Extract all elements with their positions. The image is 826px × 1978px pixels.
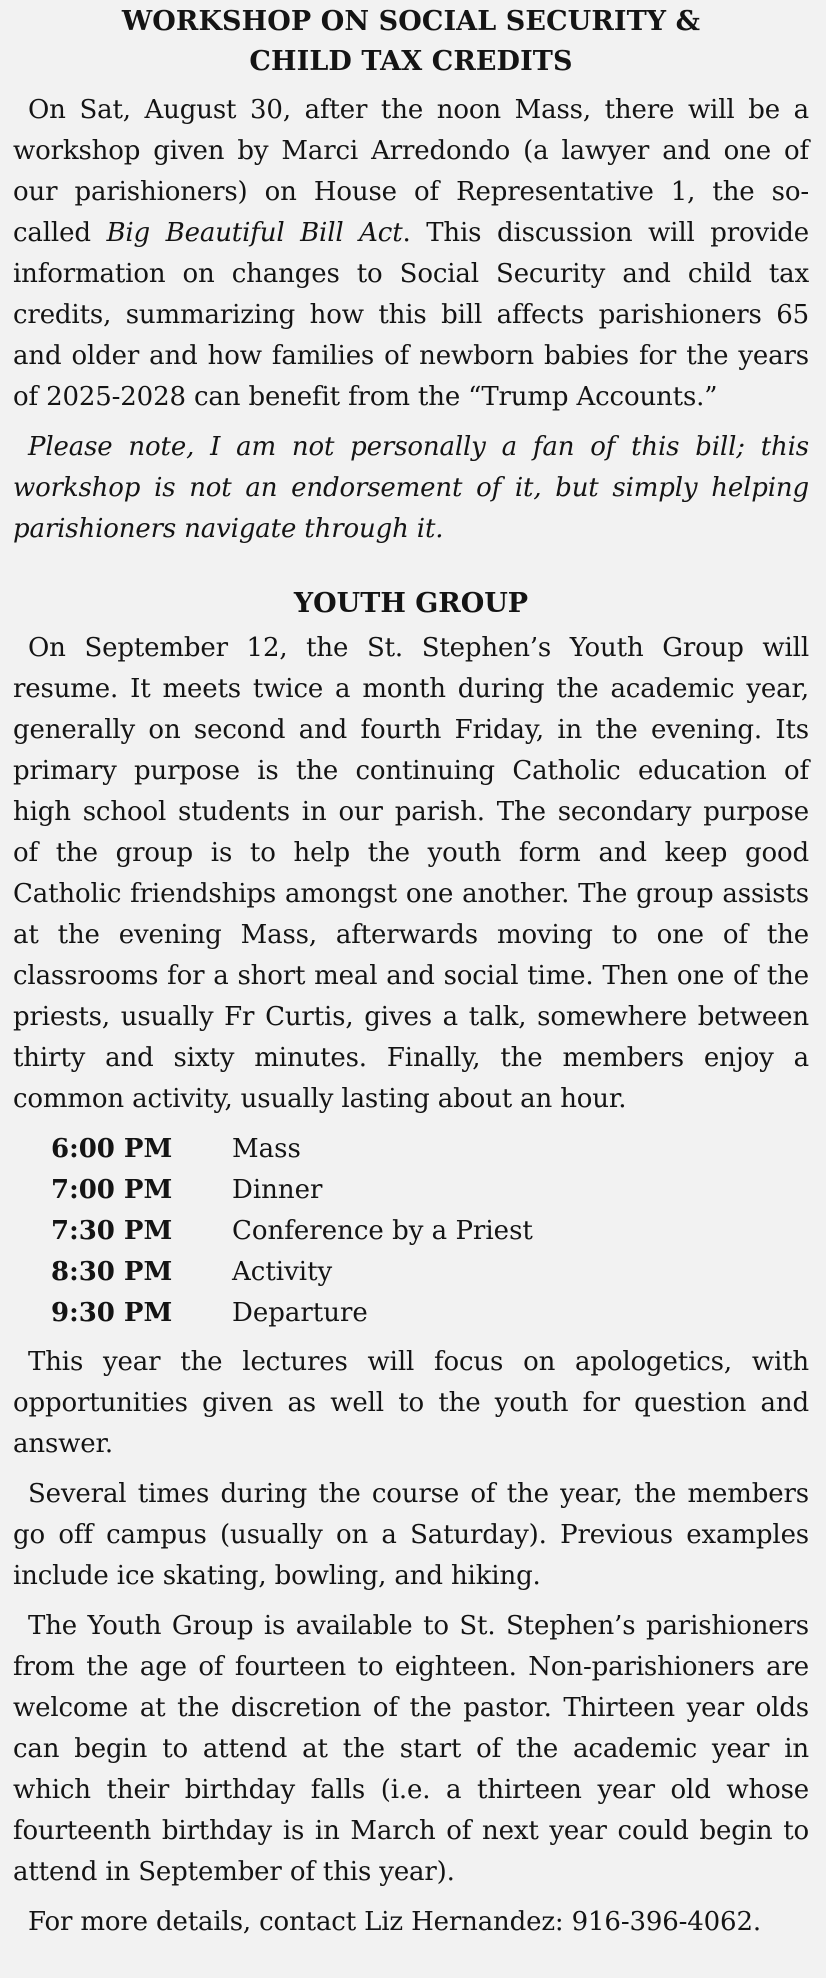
youth-outings-paragraph: Several times during the course of the year, the members go off campus (usually on a Saturday). Previous examples include ice skating, bowling, and hiking. xyxy=(13,1479,809,1591)
schedule-row xyxy=(13,1170,809,1211)
schedule-activity: Mass xyxy=(232,1134,301,1164)
youth-group-intro: On September 12, the St. Stephen’s Youth Group will resume. It meets twice a month during the academic year, generally on second and fourth Friday, in the evening. Its primary purpose is the continuing Catholic education of high school students in our parish. The secondary purpose of the group is to help the youth form and keep good Catholic friendships amongst one another. The group assists at the evening Mass, afterwards moving to one of the classrooms for a short meal and social time. Then one of the priests, usually Fr Curtis, gives a talk, somewhere between thirty and sixty minutes. Finally, the members enjoy a common activity, usually lasting about an hour. xyxy=(13,633,809,1114)
schedule-time: 7:00 PM xyxy=(51,1175,173,1205)
schedule-time: 7:30 PM xyxy=(51,1216,173,1246)
workshop-paragraph-end: . This discussion will provide information on changes to Social Security and child tax credits, summarizing how this bill affects parishioners 65 and older and how families of newborn babies for the years of 2025-2028 can benefit from the “Trump Accounts.” xyxy=(13,218,809,412)
youth-contact: For more details, contact Liz Hernandez: 916-396-4062. xyxy=(28,1907,761,1937)
youth-group-section xyxy=(13,584,809,1943)
youth-eligibility-paragraph: The Youth Group is available to St. Stephen’s parishioners from the age of fourteen to eighteen. Non-parishioners are welcome at the discretion of the pastor. Thirteen year olds can begin to attend at the start of the academic year in which their birthday falls (i.e. a thirteen year old whose fourteenth birthday is in March of next year could begin to attend in September of this year). xyxy=(13,1611,809,1887)
schedule-activity: Conference by a Priest xyxy=(232,1216,533,1246)
workshop-title-line-1: WORKSHOP ON SOCIAL SECURITY & xyxy=(121,6,701,37)
youth-group-title: YOUTH GROUP xyxy=(293,588,529,619)
schedule-activity: Departure xyxy=(232,1298,368,1328)
youth-lectures-paragraph: This year the lectures will focus on apologetics, with opportunities given as well to the youth for question and answer. xyxy=(13,1347,809,1459)
workshop-paragraph xyxy=(13,90,809,418)
schedule-row xyxy=(13,1252,809,1293)
schedule-activity: Dinner xyxy=(232,1175,323,1205)
workshop-title xyxy=(13,2,809,82)
schedule-row xyxy=(13,1293,809,1334)
schedule-row xyxy=(13,1129,809,1170)
schedule-row xyxy=(13,1211,809,1252)
schedule-activity: Activity xyxy=(232,1257,333,1287)
bill-name: Big Beautiful Bill Act xyxy=(106,218,403,248)
schedule-time: 9:30 PM xyxy=(51,1298,173,1328)
schedule-time: 8:30 PM xyxy=(51,1257,173,1287)
workshop-section xyxy=(13,2,809,550)
workshop-title-line-2: CHILD TAX CREDITS xyxy=(249,46,573,77)
schedule-time: 6:00 PM xyxy=(51,1134,173,1164)
workshop-paragraph-start: On Sat, August 30, after the noon Mass, there will be a workshop given by Marci Arredondo (a lawyer and one of our parishioners) on House of Representative 1, the so-called xyxy=(13,95,809,248)
youth-schedule xyxy=(13,1129,809,1334)
workshop-note: Please note, I am not personally a fan of this bill; this workshop is not an endorsement of it, but simply helping parishioners navigate through it. xyxy=(13,432,809,544)
